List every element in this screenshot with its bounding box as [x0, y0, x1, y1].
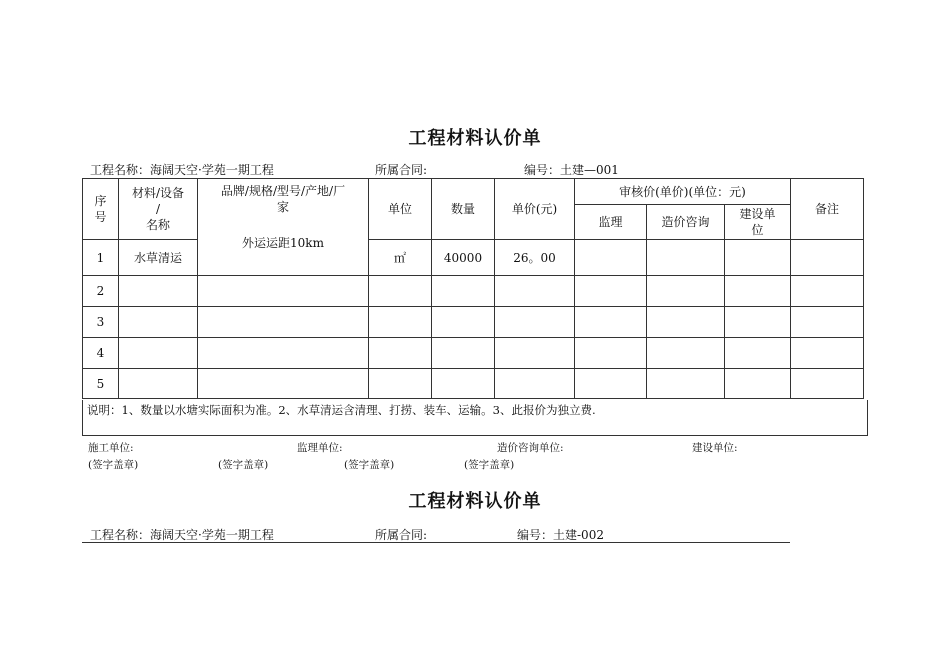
form2-title: 工程材料认价单 — [408, 491, 542, 512]
row-name: 水草清运 — [119, 240, 198, 276]
builder-unit-label: 建设单位: — [692, 442, 738, 454]
row-unit — [369, 338, 432, 369]
row-name — [119, 369, 198, 399]
row-supervise — [575, 369, 647, 399]
row-brand — [198, 307, 369, 338]
row-qty — [432, 276, 495, 307]
row-brand — [198, 338, 369, 369]
material-price-table — [82, 178, 864, 399]
row-supervise — [575, 276, 647, 307]
header-remark: 备注 — [791, 179, 864, 240]
row-cost — [647, 338, 725, 369]
header-seq: 序 号 — [83, 179, 119, 240]
row-brand — [198, 276, 369, 307]
row-seq: 5 — [83, 369, 119, 399]
row-builder — [725, 338, 791, 369]
stamp-label: (签字盖章) — [344, 459, 395, 471]
row-remark — [791, 369, 864, 399]
row-seq: 4 — [83, 338, 119, 369]
header-supervise: 监理 — [575, 205, 647, 240]
row-remark — [791, 276, 864, 307]
stamp-label: (签字盖章) — [218, 459, 269, 471]
form1-project-name: 工程名称：海阔天空·学苑一期工程 — [90, 163, 274, 177]
form2-contract: 所属合同: — [375, 528, 428, 542]
table-row — [83, 276, 864, 307]
row-brand — [198, 369, 369, 399]
row-cost — [647, 307, 725, 338]
cost-consult-unit-label: 造价咨询单位: — [497, 442, 564, 454]
row-remark — [791, 307, 864, 338]
row-qty — [432, 338, 495, 369]
row-builder — [725, 369, 791, 399]
row-builder — [725, 240, 791, 276]
table-row — [83, 338, 864, 369]
row-supervise — [575, 338, 647, 369]
row-seq: 1 — [83, 240, 119, 276]
header-brand: 品牌/规格/型号/产地/厂 家 — [220, 184, 346, 214]
form2-header-rule — [82, 542, 790, 543]
table-row — [83, 307, 864, 338]
row-unit — [369, 276, 432, 307]
row-name — [119, 307, 198, 338]
row-builder — [725, 276, 791, 307]
table-row — [83, 369, 864, 399]
header-unit: 单位 — [369, 179, 432, 240]
row-seq: 2 — [83, 276, 119, 307]
row-price — [495, 307, 575, 338]
row-seq: 3 — [83, 307, 119, 338]
row-price: 26。00 — [495, 240, 575, 276]
form1-contract: 所属合同: — [375, 163, 428, 177]
header-qty: 数量 — [432, 179, 495, 240]
row-supervise — [575, 240, 647, 276]
row-cost — [647, 240, 725, 276]
header-brand-cell — [198, 179, 369, 276]
row-unit — [369, 369, 432, 399]
form1-number: 编号：土建—001 — [524, 163, 619, 177]
row-cost — [647, 369, 725, 399]
row-builder — [725, 307, 791, 338]
form1-notes: 说明：1、数量以水塘实际面积为准。2、水草清运含清理、打捞、装车、运输。3、此报价为独立费. — [82, 400, 868, 436]
supervision-unit-label: 监理单位: — [297, 442, 343, 454]
header-cost-consult: 造价咨询 — [647, 205, 725, 240]
construction-unit-label: 施工单位: — [88, 442, 134, 454]
stamp-label: (签字盖章) — [464, 459, 515, 471]
header-review-price: 审核价(单价)(单位：元) — [575, 179, 791, 205]
stamp-label: (签字盖章) — [88, 459, 139, 471]
row-unit: ㎡ — [369, 240, 432, 276]
form2-number: 编号：土建-002 — [517, 528, 604, 542]
row-name — [119, 276, 198, 307]
row-name — [119, 338, 198, 369]
header-price: 单价(元) — [495, 179, 575, 240]
row-qty — [432, 369, 495, 399]
form1-title: 工程材料认价单 — [408, 128, 542, 149]
header-builder: 建设单 位 — [725, 205, 791, 240]
header-material: 材料/设备 / 名称 — [119, 179, 198, 240]
row-cost — [647, 276, 725, 307]
row-price — [495, 276, 575, 307]
row-remark — [791, 338, 864, 369]
row-qty: 40000 — [432, 240, 495, 276]
row-remark — [791, 240, 864, 276]
form2-project-name: 工程名称：海阔天空·学苑一期工程 — [90, 528, 274, 542]
row-qty — [432, 307, 495, 338]
row-supervise — [575, 307, 647, 338]
row-price — [495, 338, 575, 369]
row-unit — [369, 307, 432, 338]
row-price — [495, 369, 575, 399]
brand-distance-note: 外运运距10km — [242, 236, 324, 250]
